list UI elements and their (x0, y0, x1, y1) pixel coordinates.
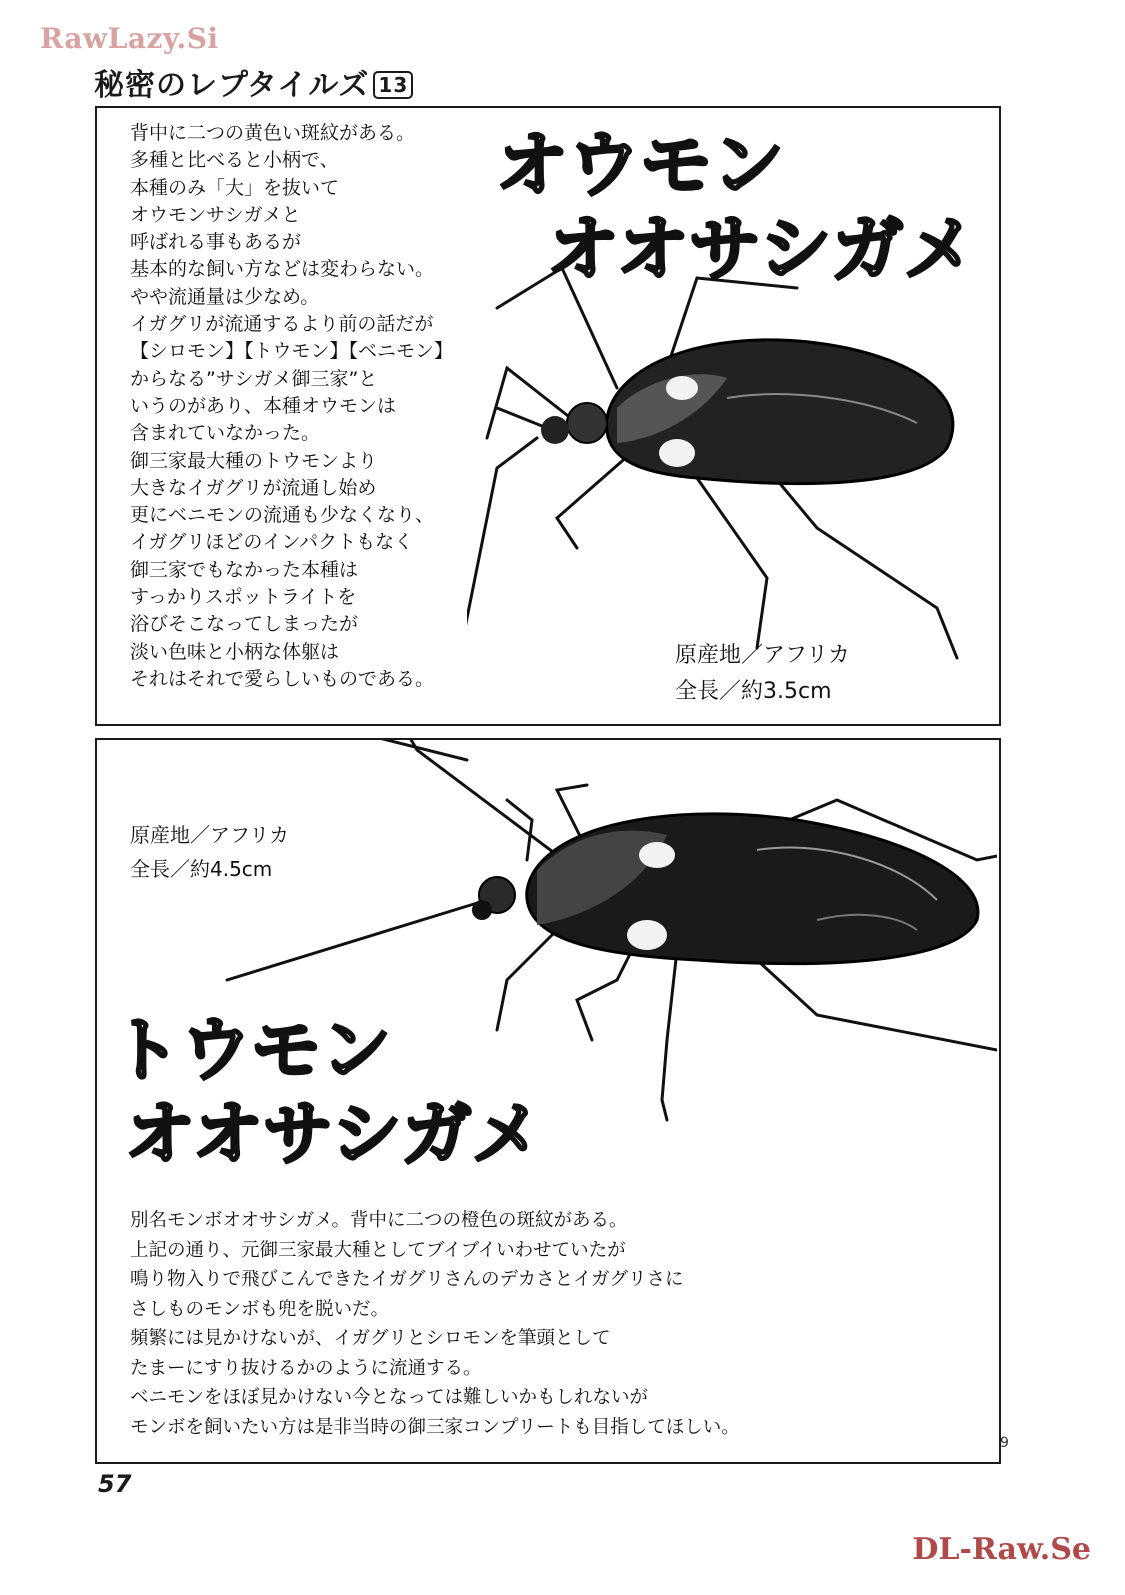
oumon-specs (675, 638, 850, 710)
book-title-text: 秘密のレプタイルズ (94, 68, 370, 103)
text-line: ベニモンをほぼ見かけない今となっては難しいかもしれないが (130, 1387, 649, 1408)
text-line: イガグリが流通するより前の話だが (130, 313, 434, 336)
text-line: 背中に二つの黄色い斑紋がある。 (130, 122, 416, 144)
text-line: 多種と比べると小柄で、 (130, 149, 339, 172)
text-line: それはそれで愛らしいものである。 (130, 667, 435, 690)
oumon-description (130, 120, 453, 693)
toumon-heading (107, 1002, 567, 1172)
text-line: 御三家最大種のトウモンより (130, 449, 378, 472)
text-line: 呼ばれる事もあるが (130, 231, 302, 254)
text-line: オウモンサシガメと (130, 203, 301, 226)
text-line: 頻繁には見かけないが、イガグリとシロモンを筆頭として (130, 1328, 611, 1349)
text-line: モンボを飼いたい方は是非当時の御三家コンプリートも目指してほしい。 (130, 1416, 740, 1438)
text-line: 【シロモン】【トウモン】【ベニモン】 (130, 340, 454, 363)
text-line: やや流通量は少なめ。 (130, 285, 320, 308)
panel-number: 9 (1000, 1435, 1009, 1451)
text-line: 含まれていなかった。 (130, 422, 321, 445)
text-line: 別名モンボオオサシガメ。背中に二つの橙色の斑紋がある。 (130, 1210, 628, 1231)
text-line: 御三家でもなかった本種は (130, 558, 359, 581)
text-line: たまーにすり抜けるかのように流通する。 (130, 1357, 482, 1379)
text-line: 鳴り物入りで飛びこんできたイガグリさんのデカさとイガグリさに (130, 1269, 684, 1290)
heading-line-2: オオサシガメ (547, 207, 976, 291)
text-line: 基本的な飼い方などは変わらない。 (130, 258, 435, 281)
length-label: 全長／約4.5cm (130, 857, 273, 881)
text-line: からなる”サシガメ御三家”と (130, 367, 378, 390)
text-line: すっかりスポットライトを (130, 586, 357, 609)
toumon-description (130, 1206, 740, 1442)
watermark-top: RawLazy.Si (40, 22, 219, 55)
length-label: 全長／約3.5cm (675, 679, 832, 704)
book-title (94, 60, 413, 104)
text-line: いうのがあり、本種オウモンは (130, 394, 397, 417)
text-line: 本種のみ「大」を抜いて (130, 176, 340, 199)
toumon-specs (130, 818, 289, 886)
text-line: 更にベニモンの流通も少なくなり、 (130, 504, 435, 527)
heading-line-2: オオサシガメ (125, 1093, 542, 1172)
heading-line-1: オウモン (496, 123, 785, 207)
text-line: 淡い色味と小柄な体躯は (130, 640, 340, 663)
panel-oumon (95, 106, 1001, 726)
text-line: 上記の通り、元御三家最大種としてブイブイいわせていたが (130, 1239, 626, 1261)
text-line: 大きなイガグリが流通し始め (130, 476, 377, 499)
watermark-bottom: DL-Raw.Se (912, 1532, 1091, 1567)
origin-label: 原産地／アフリカ (130, 823, 289, 847)
volume-badge: 13 (373, 71, 413, 99)
text-line: さしものモンボも兜を脱いだ。 (130, 1298, 390, 1320)
oumon-heading (492, 116, 997, 291)
text-line: 浴びそこなってしまったが (130, 613, 359, 636)
panel-toumon (95, 738, 1001, 1464)
text-line: イガグリほどのインパクトもなく (130, 531, 414, 554)
heading-line-1: トウモン (111, 1009, 391, 1091)
page-number: 57 (98, 1470, 132, 1498)
origin-label: 原産地／アフリカ (675, 643, 850, 668)
